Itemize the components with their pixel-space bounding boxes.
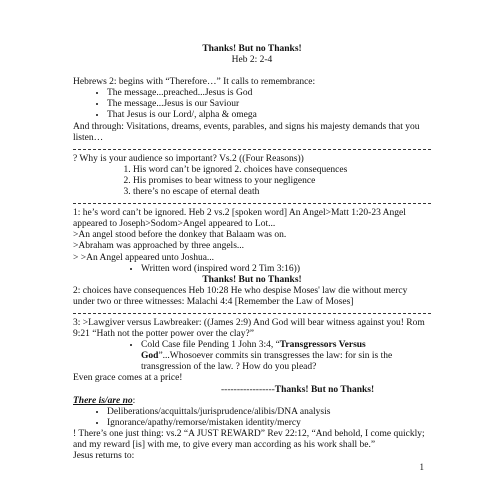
divider bbox=[73, 203, 431, 204]
written-word-list bbox=[73, 264, 431, 275]
refrain-dashes: ----------------- bbox=[221, 384, 275, 395]
why-question: ? Why is your audience so important? Vs.2 ((Four Reasons)) bbox=[73, 153, 304, 164]
refrain: Thanks! But no Thanks! bbox=[202, 274, 302, 285]
list-item bbox=[141, 340, 431, 373]
list-item: 1. His word can’t be ignored 2. choices have consequences bbox=[133, 165, 431, 176]
excuses-list bbox=[73, 407, 431, 429]
last-line: Jesus returns to: bbox=[73, 451, 135, 462]
closing-paragraph: ! There’s one just thing: vs.2 “A JUST REWARD” Rev 22:12, “And behold, I come quickly; and my reward [is] with me, to give every man according as his work shall be.” bbox=[73, 428, 425, 450]
divider bbox=[73, 149, 431, 150]
page-title: Thanks! But no Thanks! bbox=[202, 44, 302, 54]
intro-through: And through: Visitations, dreams, events, parables, and signs his majesty demands that you listen… bbox=[73, 121, 420, 143]
refrain: Thanks! But no Thanks! bbox=[274, 384, 375, 395]
section-one-line: 1: he’s word can’t be ignored. Heb 2 vs.2 [spoken word] An Angel>Matt 1:20-23 Angel appeared to Joseph>Sodom>Angel appeared to Lot... bbox=[73, 208, 406, 230]
list-item: 2. His promises to bear witness to your negligence bbox=[133, 176, 431, 187]
cold-case-rest: ”...Whosoever commits sin transgresses the law: for sin is the transgression of the law. ? How do you plead? bbox=[141, 351, 393, 373]
section-three-paragraph: 3: >Lawgiver versus Lawbreaker: ((James 2:9) And God will bear witness against you! Rom 9:21 “Hath not the potter power over the clay?” bbox=[73, 317, 425, 340]
excuses-heading-colon: : bbox=[132, 395, 136, 406]
page-subtitle: Heb 2: 2-4 bbox=[231, 55, 273, 66]
document-body bbox=[73, 44, 431, 462]
cold-case-bold: Transgressors Versus God bbox=[141, 340, 366, 362]
list-item: • Deliberations/acquittals/jurisprudence/alibis/DNA analysis bbox=[107, 407, 431, 418]
list-item: 3. there’s no escape of eternal death bbox=[133, 187, 431, 198]
section-one-line: >An angel stood before the donkey that Balaam was on. bbox=[73, 230, 287, 241]
list-item: • The message...preached...Jesus is God bbox=[107, 88, 431, 99]
excuses-heading: There is/are no bbox=[73, 395, 133, 406]
cold-case-text: Cold Case file Pending 1 John 3:4, “ bbox=[141, 340, 280, 351]
reasons-list bbox=[73, 165, 431, 198]
section-one-line: > >An Angel appeared unto Joshua... bbox=[73, 252, 215, 263]
list-item: • The message...Jesus is our Saviour bbox=[107, 99, 431, 110]
divider bbox=[73, 313, 431, 314]
excuses-heading-line bbox=[73, 396, 431, 407]
cold-case-list bbox=[73, 340, 431, 373]
refrain-line bbox=[73, 385, 431, 396]
intro-bullet-list bbox=[73, 88, 431, 121]
list-item: • That Jesus is our Lord/, alpha & omega bbox=[107, 110, 431, 121]
section-one-line: >Abraham was approached by three angels... bbox=[73, 241, 245, 252]
list-item: • Written word (inspired word 2 Tim 3:16)) bbox=[141, 264, 431, 275]
intro-opening: Hebrews 2: begins with “Therefore…” It calls to remembrance: bbox=[73, 77, 316, 88]
choices-paragraph: 2: choices have consequences Heb 10:28 He who despise Moses' law die without mercy under two or three witnesses: Malachi 4:4 [Remember the Law of Moses] bbox=[73, 285, 408, 307]
grace-line: Even grace comes at a price! bbox=[73, 373, 183, 384]
list-item: • Ignorance/apathy/remorse/mistaken identity/mercy bbox=[107, 418, 431, 429]
page-number: 1 bbox=[419, 462, 424, 472]
